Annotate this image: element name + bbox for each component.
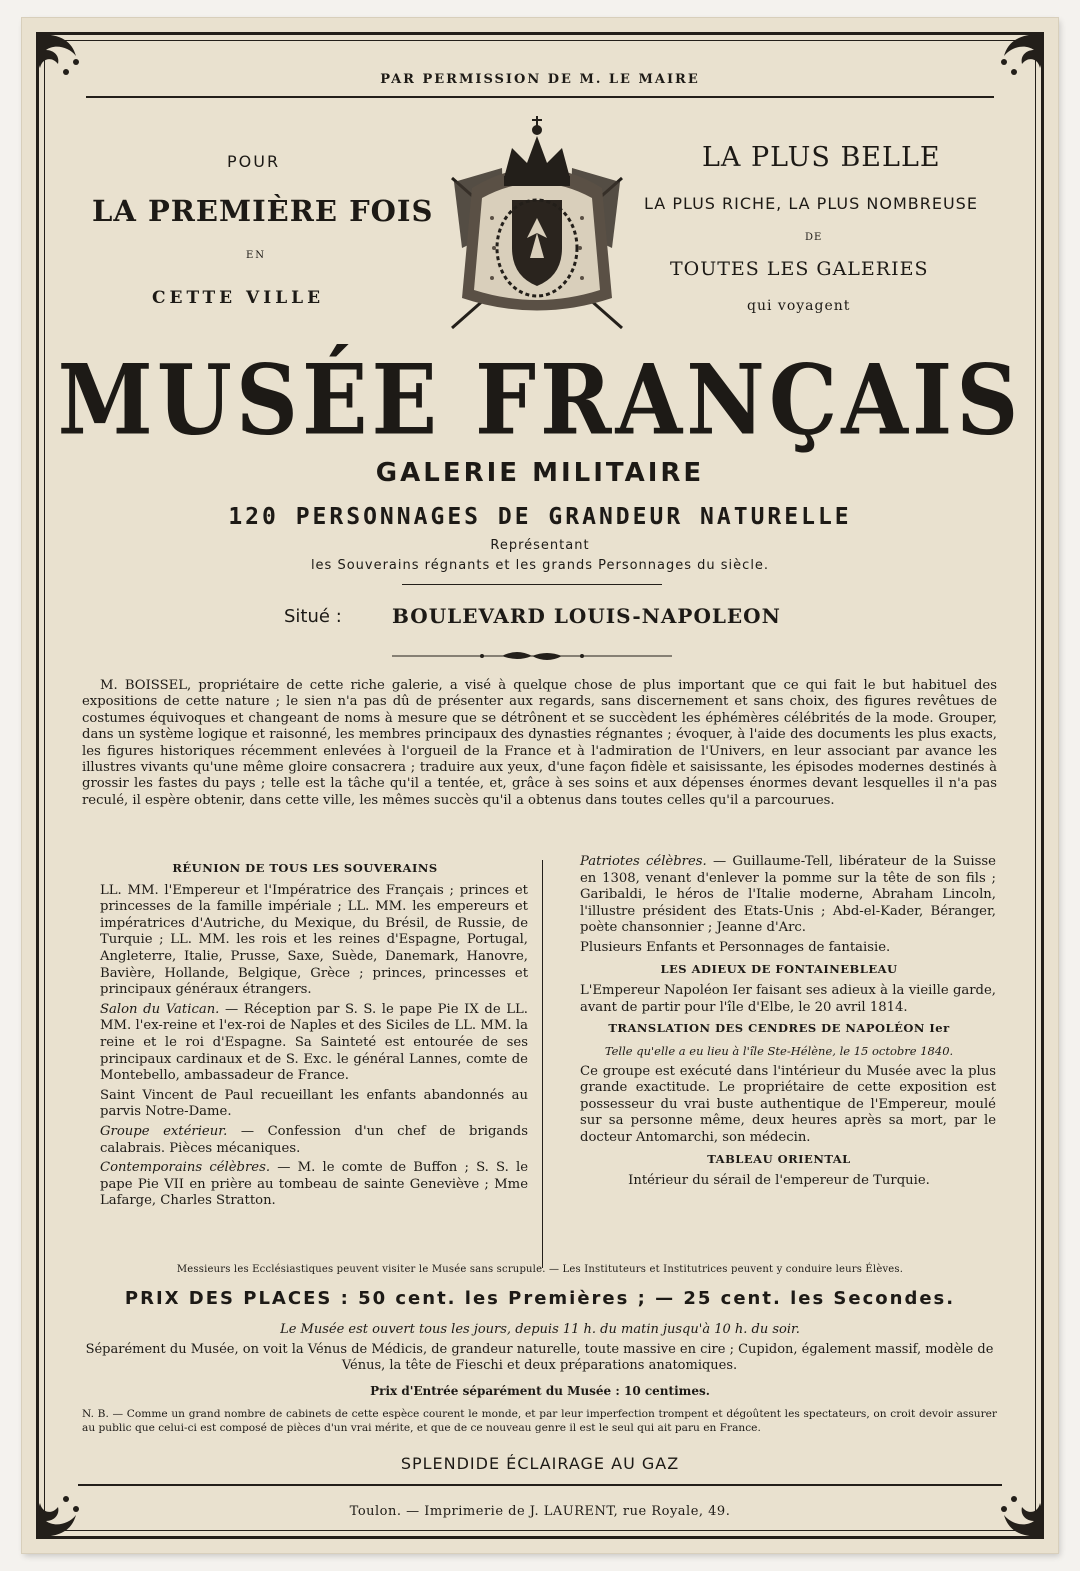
corner-ornament-icon — [32, 28, 102, 98]
plus-riche-text: LA PLUS RICHE, LA PLUS NOMBREUSE — [644, 194, 978, 213]
pour-text: POUR — [227, 152, 281, 171]
contemporains-paragraph — [82, 1160, 528, 1210]
column-divider — [542, 860, 543, 1268]
premiere-fois-text: LA PREMIÈRE FOIS — [92, 194, 434, 228]
souverains-paragraph: LL. MM. l'Empereur et l'Impératrice des Français ; princes et princesses de la famille impériale ; LL. MM. les empereurs et impératrices d'Autriche, du Mexique, du Brésil, de Russie, de Turquie ; LL. MM. les rois et les reines d'Espagne, Portugal, Angleterre, Italie, Prusse, Saxe, Suède, Danemark, Hanovre, Bavière, Hollande, Belgique, Grèce ; princes, princesses et principaux généraux étrangers. — [100, 882, 528, 998]
right-column — [562, 854, 996, 1190]
clergy-note: Messieurs les Ecclésiastiques peuvent visiter le Musée sans scrupule. — Les Instituteurs et Institutrices peuvent y conduire leurs Élèves. — [176, 1264, 904, 1275]
permission-line: PAR PERMISSION DE M. LE MAIRE — [380, 72, 700, 87]
enfants-paragraph: Plusieurs Enfants et Personnages de fantaisie. — [580, 939, 891, 955]
voyagent-text: qui voyagent — [747, 298, 851, 314]
vatican-paragraph — [82, 1002, 528, 1085]
imperial-coat-of-arms-icon — [432, 108, 642, 338]
vatican-text: — Réception par S. S. le pape Pie IX de LL. MM. l'ex-reine et l'ex-roi de Naples et des Siciles de LL. MM. la reine et le roi d'Espagne. Sa Sainteté est entourée de ses principaux cardinaux et de S. Exc. le général Lannes, comte de Montebello, ambassadeur de France. — [100, 1001, 528, 1084]
middle-rule — [402, 584, 662, 585]
groupe-paragraph — [82, 1124, 528, 1157]
galerie-militaire: GALERIE MILITAIRE — [375, 458, 705, 488]
cendres-heading: TRANSLATION DES CENDRES DE NAPOLÉON Ier — [608, 1021, 950, 1036]
fontainebleau-paragraph: L'Empereur Napoléon Ier faisant ses adieux à la vieille garde, avant de partir pour l'île d'Elbe, le 20 avril 1814. — [580, 983, 996, 1015]
boulevard-address: BOULEVARD LOUIS-NAPOLEON — [392, 604, 781, 628]
patriotes-paragraph — [562, 854, 996, 937]
opening-hours: Le Musée est ouvert tous les jours, depuis 11 h. du matin jusqu'à 10 h. du soir. — [280, 1322, 800, 1337]
flourish-divider-icon — [392, 648, 672, 664]
souverains-line: les Souverains régnants et les grands Personnages du siècle. — [310, 558, 770, 573]
intro-paragraph — [82, 678, 997, 809]
cette-ville-text: CETTE VILLE — [152, 288, 325, 308]
oriental-heading: TABLEAU ORIENTAL — [707, 1151, 851, 1166]
fontainebleau-heading: LES ADIEUX DE FONTAINEBLEAU — [660, 961, 898, 976]
groupe-text: — Confession d'un chef de brigands calabrais. Pièces mécaniques. — [100, 1123, 528, 1156]
groupe-title: Groupe extérieur. — [100, 1123, 228, 1139]
en-text: EN — [246, 250, 267, 261]
representant-line: Représentant — [490, 538, 590, 553]
saint-vincent-paragraph: Saint Vincent de Paul recueillant les enfants abandonnés au parvis Notre-Dame. — [100, 1087, 528, 1120]
entry-price: Prix d'Entrée séparément du Musée : 10 centimes. — [370, 1384, 710, 1398]
top-rule — [86, 96, 994, 98]
cendres-subheading: Telle qu'elle a eu lieu à l'île Ste-Hélène, le 15 octobre 1840. — [604, 1043, 954, 1058]
oriental-text: Intérieur du sérail de l'empereur de Turquie. — [628, 1173, 930, 1189]
patriotes-title: Patriotes célèbres. — [580, 854, 707, 869]
patriotes-text: — Guillaume-Tell, libérateur de la Suisse en 1308, venant d'enlever la pomme sur la tête de son fils ; Garibaldi, le héros de l'Italie moderne, Abraham Lincoln, l'illustre président des Etats-Unis ; Abd-el-Kader, Béranger, poète chansonnier ; Jeanne d'Arc. — [580, 854, 996, 936]
printer-imprint: Toulon. — Imprimerie de J. LAURENT, rue Royale, 49. — [349, 1504, 731, 1519]
contemporains-text: — M. le comte de Buffon ; S. S. le pape Pie VII en prière au tombeau de sainte Geneviève ; Mme Lafarge, Charles Stratton. — [100, 1160, 529, 1209]
de-text: DE — [805, 232, 823, 243]
bottom-rule — [78, 1484, 1002, 1486]
vatican-title: Salon du Vatican. — [100, 1001, 220, 1017]
gas-lighting-line: SPLENDIDE ÉCLAIRAGE AU GAZ — [400, 1454, 680, 1473]
plus-belle-text: LA PLUS BELLE — [702, 142, 941, 173]
corner-ornament-icon — [978, 28, 1048, 98]
cendres-paragraph: Ce groupe est exécuté dans l'intérieur du Musée avec la plus grande exactitude. Le propriétaire de cette exposition est possesseur du vrai buste authentique de l'Empereur, moulé sur sa personne même, deux heures après sa mort, par le docteur Antomarchi, son médecin. — [580, 1063, 996, 1145]
main-title: MUSÉE FRANÇAIS — [57, 343, 1023, 458]
personnages-line: 120 PERSONNAGES DE GRANDEUR NATURELLE — [228, 504, 852, 530]
left-column — [82, 856, 528, 1213]
souverains-heading: RÉUNION DE TOUS LES SOUVERAINS — [172, 861, 438, 875]
intro-text: M. BOISSEL, propriétaire de cette riche galerie, a visé à quelque chose de plus important que ce qui fait le but habituel des expositions de cette nature ; le sien n'a pas dû de présenter aux regards, sans discernement et sans choix, des figures revêtues de costumes équivoques et changeant de noms à mesure que se détrônent et se succèdent les éphémères célébrités de la mode. Grouper, dans un système logique et raisonné, les membres principaux des dynasties régnantes ; évoquer, à l'aide des documents les plus exacts, les figures historiques récemment enlevées à l'orgueil de la France et à l'admiration de l'Univers, en leur associant par avance les illustres vivants qu'une même gloire consacrera ; traduire aux yeux, d'une façon fidèle et saisissante, les épisodes modernes destinés à grossir les fastes du pays ; telle est la tâche qu'il a tentée, et, grâce à ses soins et aux dépenses énormes devant lesquelles il n'a pas reculé, il espère obtenir, dans cette ville, les mêmes succès qu'il a obtenus dans toutes celles qu'il a parcourues. — [82, 678, 997, 808]
toutes-galeries-text: TOUTES LES GALERIES — [670, 258, 929, 280]
nota-bene: N. B. — Comme un grand nombre de cabinets de cette espèce courent le monde, et par leur imperfection trompent et dégoûtent les spectateurs, on croit devoir assurer au public que celui-ci est composé de pièces d'un vrai mérite, et que de ce nouveau genre il est le seul qui ait paru en France. — [82, 1408, 997, 1434]
venus-paragraph: Séparément du Musée, on voit la Vénus de Médicis, de grandeur naturelle, toute massive en cire ; Cupidon, également massif, modèle de Vénus, la tête de Fieschi et deux préparations anatomiques. — [85, 1342, 994, 1373]
prix-des-places: PRIX DES PLACES : 50 cent. les Premières ; — 25 cent. les Secondes. — [124, 1288, 956, 1309]
contemporains-title: Contemporains célèbres. — [100, 1160, 271, 1176]
poster — [22, 18, 1058, 1553]
situe-label: Situé : — [284, 606, 342, 627]
